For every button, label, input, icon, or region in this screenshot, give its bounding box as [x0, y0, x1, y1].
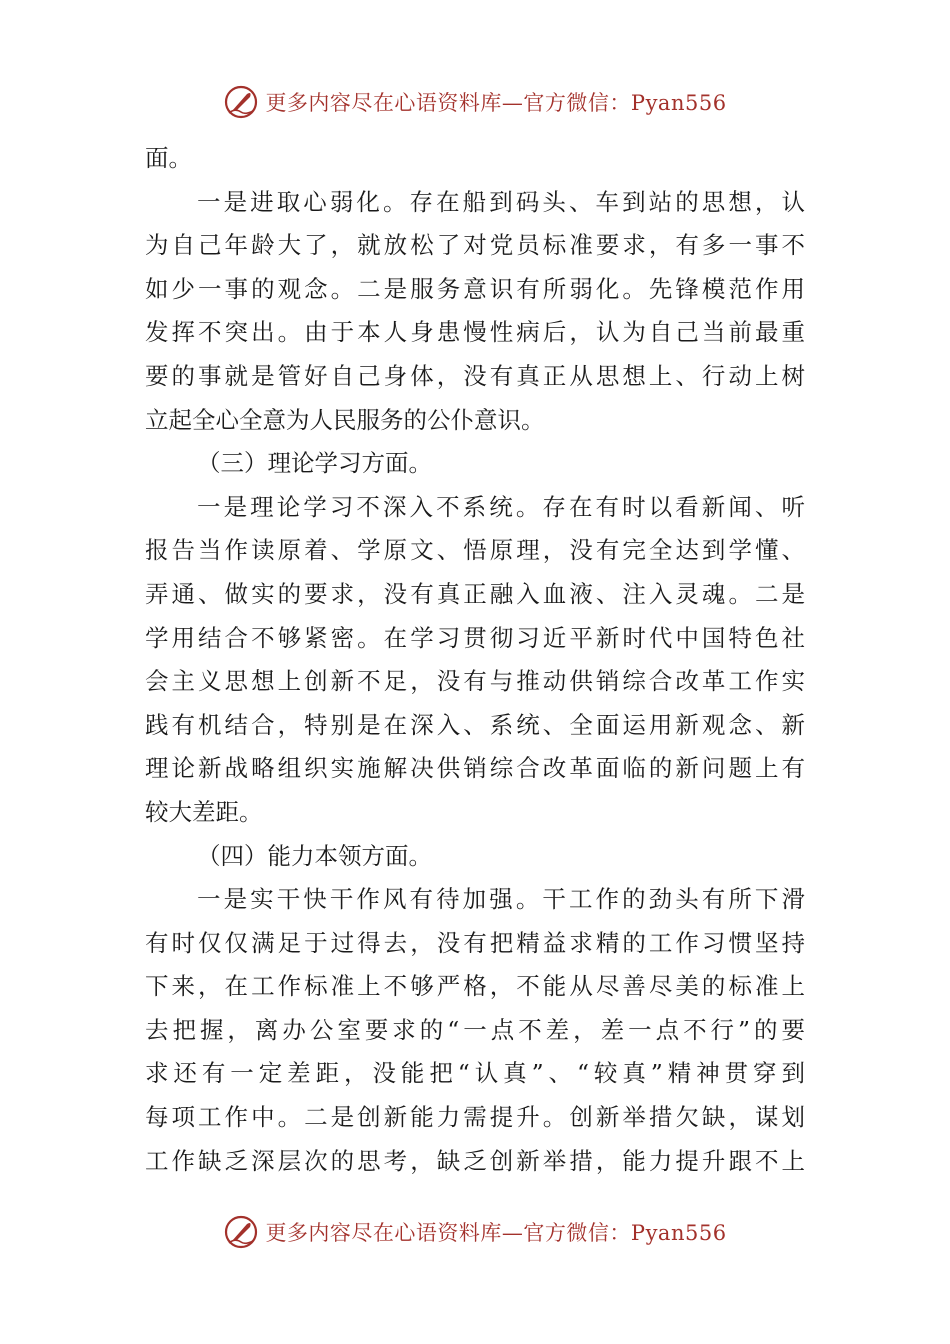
text-line: 去把握，离办公室要求的“一点不差，差一点不行”的要 [145, 1015, 805, 1044]
section-heading: （四）能力本领方面。 [197, 841, 432, 870]
quill-logo-icon [223, 84, 259, 120]
text-line: 一是理论学习不深入不系统。存在有时以看新闻、听 [197, 492, 805, 521]
text-line: 理论新战略组织实施解决供销综合改革面临的新问题上有 [145, 754, 805, 783]
text-line: 为自己年龄大了，就放松了对党员标准要求，有多一事不 [145, 231, 805, 260]
text-line: 一是实干快干作风有待加强。干工作的劲头有所下滑 [197, 885, 805, 914]
text-line: 弄通、做实的要求，没有真正融入血液、注入灵魂。二是 [145, 579, 805, 608]
text-line: 下来，在工作标准上不够严格，不能从尽善尽美的标准上 [145, 972, 805, 1001]
header-banner [0, 82, 950, 122]
text-line: 求还有一定差距，没能把“认真”、“较真”精神贯穿到 [145, 1059, 805, 1088]
text-line: 践有机结合，特别是在深入、系统、全面运用新观念、新 [145, 710, 805, 739]
text-line: 有时仅仅满足于过得去，没有把精益求精的工作习惯坚持 [145, 928, 805, 957]
text-line: 立起全心全意为人民服务的公仆意识。 [145, 405, 545, 434]
text-line: 每项工作中。二是创新能力需提升。创新举措欠缺，谋划 [145, 1103, 805, 1132]
body-text [145, 137, 805, 1183]
header-banner-text: 更多内容尽在心语资料库—官方微信：Pyan556 [265, 91, 727, 115]
section-heading: （三）理论学习方面。 [197, 449, 432, 478]
text-line: 发挥不突出。由于本人身患慢性病后，认为自己当前最重 [145, 318, 805, 347]
text-line: 较大差距。 [145, 797, 263, 826]
text-line: 报告当作读原着、学原文、悟原理，没有完全达到学懂、 [145, 536, 805, 565]
text-line: 要的事就是管好自己身体，没有真正从思想上、行动上树 [145, 361, 805, 390]
text-line: 学用结合不够紧密。在学习贯彻习近平新时代中国特色社 [145, 623, 805, 652]
footer-banner-text: 更多内容尽在心语资料库—官方微信：Pyan556 [265, 1221, 727, 1245]
footer-banner [0, 1212, 950, 1252]
text-line: 工作缺乏深层次的思考，缺乏创新举措，能力提升跟不上 [145, 1146, 805, 1175]
text-line: 会主义思想上创新不足，没有与推动供销综合改革工作实 [145, 667, 805, 696]
text-line: 如少一事的观念。二是服务意识有所弱化。先锋模范作用 [145, 274, 805, 303]
text-line: 面。 [145, 144, 192, 172]
text-line: 一是进取心弱化。存在船到码头、车到站的思想，认 [197, 187, 805, 216]
quill-logo-icon [223, 1214, 259, 1250]
